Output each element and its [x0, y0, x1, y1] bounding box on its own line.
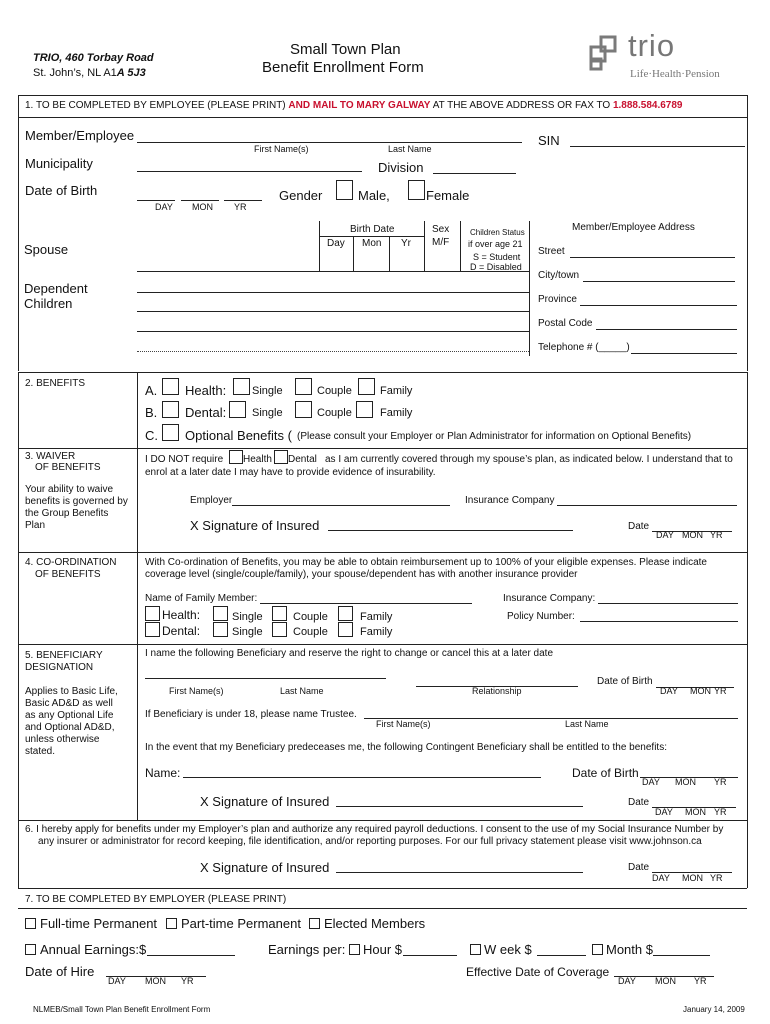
address-title: Member/Employee Address: [572, 222, 695, 233]
section2-title: 2. BENEFITS: [25, 378, 86, 389]
dob-label: Date of Birth: [25, 183, 98, 198]
province-field[interactable]: [580, 305, 737, 306]
annual-earnings-field[interactable]: [147, 955, 235, 956]
health-single-checkbox[interactable]: [233, 378, 250, 395]
cob-dental-checkbox[interactable]: [145, 622, 160, 637]
week-checkbox[interactable]: [470, 944, 481, 955]
cob-dental-family-checkbox[interactable]: [338, 622, 353, 637]
dental-couple-checkbox[interactable]: [295, 401, 312, 418]
elected-checkbox[interactable]: [309, 918, 320, 929]
cob-dental-single-checkbox[interactable]: [213, 622, 228, 637]
sin-label: SIN: [538, 133, 560, 148]
dependent-row-4[interactable]: [137, 351, 529, 352]
logo-tagline: Life·Health·Pension: [630, 68, 720, 80]
female-checkbox[interactable]: [408, 180, 425, 200]
waiver-insurance-field[interactable]: [557, 505, 737, 506]
dob-day-field[interactable]: [137, 200, 175, 201]
cob-policy-field[interactable]: [580, 621, 738, 622]
postal-field[interactable]: [596, 329, 737, 330]
division-field[interactable]: [433, 173, 516, 174]
month-checkbox[interactable]: [592, 944, 603, 955]
form-title-line2: Benefit Enrollment Form: [262, 59, 424, 76]
footer-form-id: NLMEB/Small Town Plan Benefit Enrollment Form: [33, 1005, 211, 1014]
section7-title: 7. TO BE COMPLETED BY EMPLOYER (PLEASE PRINT): [25, 894, 287, 905]
cob-health-checkbox[interactable]: [145, 606, 160, 621]
dob-mon-field[interactable]: [181, 200, 219, 201]
cob-health-couple-checkbox[interactable]: [272, 606, 287, 621]
city-field[interactable]: [583, 281, 735, 282]
hour-checkbox[interactable]: [349, 944, 360, 955]
parttime-checkbox[interactable]: [166, 918, 177, 929]
municipality-label: Municipality: [25, 156, 93, 171]
member-label: Member/Employee: [25, 128, 135, 143]
spouse-label: Spouse: [24, 242, 69, 257]
cob-health-single-checkbox[interactable]: [213, 606, 228, 621]
optional-benefits-note: (Please consult your Employer or Plan Administrator for information on Optional Benefits): [297, 431, 692, 442]
month-field[interactable]: [653, 955, 710, 956]
dependent-label: Dependent: [24, 281, 88, 296]
footer-date: January 14, 2009: [683, 1005, 745, 1014]
dental-single-checkbox[interactable]: [229, 401, 246, 418]
waive-dental-checkbox[interactable]: [274, 450, 288, 464]
health-family-checkbox[interactable]: [358, 378, 375, 395]
optional-benefits-checkbox[interactable]: [162, 424, 179, 441]
division-label: Division: [378, 160, 424, 175]
annual-earnings-checkbox[interactable]: [25, 944, 36, 955]
waiver-signature-field[interactable]: [328, 530, 573, 531]
org-name: TRIO, 460 Torbay Road: [33, 52, 154, 64]
dependent-row-1[interactable]: [137, 292, 529, 293]
municipality-field[interactable]: [137, 171, 362, 172]
consent-signature-field[interactable]: [336, 872, 583, 873]
beneficiary-signature-field[interactable]: [336, 806, 583, 807]
week-field[interactable]: [537, 955, 586, 956]
contingent-name-field[interactable]: [183, 777, 541, 778]
dob-yr-field[interactable]: [224, 200, 262, 201]
org-address: St. John’s, NL A1A 5J3: [33, 67, 146, 79]
logo-wordmark: trio: [628, 28, 676, 63]
cob-insurance-field[interactable]: [598, 603, 738, 604]
dependent-row-2[interactable]: [137, 311, 529, 312]
waive-health-checkbox[interactable]: [229, 450, 243, 464]
gender-label: Gender: [279, 188, 323, 203]
spouse-row[interactable]: [137, 271, 529, 272]
dental-checkbox[interactable]: [162, 401, 179, 418]
dependent-row-3[interactable]: [137, 331, 529, 332]
health-checkbox[interactable]: [162, 378, 179, 395]
form-title-line1: Small Town Plan: [290, 41, 401, 58]
optional-benefits-label: Optional Benefits (: [185, 428, 292, 443]
telephone-field[interactable]: [631, 353, 737, 354]
sin-field[interactable]: [570, 146, 745, 147]
cob-dental-couple-checkbox[interactable]: [272, 622, 287, 637]
cob-health-family-checkbox[interactable]: [338, 606, 353, 621]
beneficiary-name-field[interactable]: [145, 678, 386, 679]
waiver-employer-field[interactable]: [232, 505, 450, 506]
member-name-field[interactable]: [137, 142, 522, 143]
health-couple-checkbox[interactable]: [295, 378, 312, 395]
dental-family-checkbox[interactable]: [356, 401, 373, 418]
section1-instruction: 1. TO BE COMPLETED BY EMPLOYEE (PLEASE PRINT) AND MAIL TO MARY GALWAY AT THE ABOVE ADDRESS OR FAX TO 1.888.584.6789: [25, 100, 683, 111]
street-field[interactable]: [570, 257, 735, 258]
male-checkbox[interactable]: [336, 180, 353, 200]
fulltime-checkbox[interactable]: [25, 918, 36, 929]
hour-field[interactable]: [403, 955, 457, 956]
children-label: Children: [24, 296, 73, 311]
trio-logo-icon: [587, 35, 627, 75]
cob-family-member-field[interactable]: [260, 603, 472, 604]
